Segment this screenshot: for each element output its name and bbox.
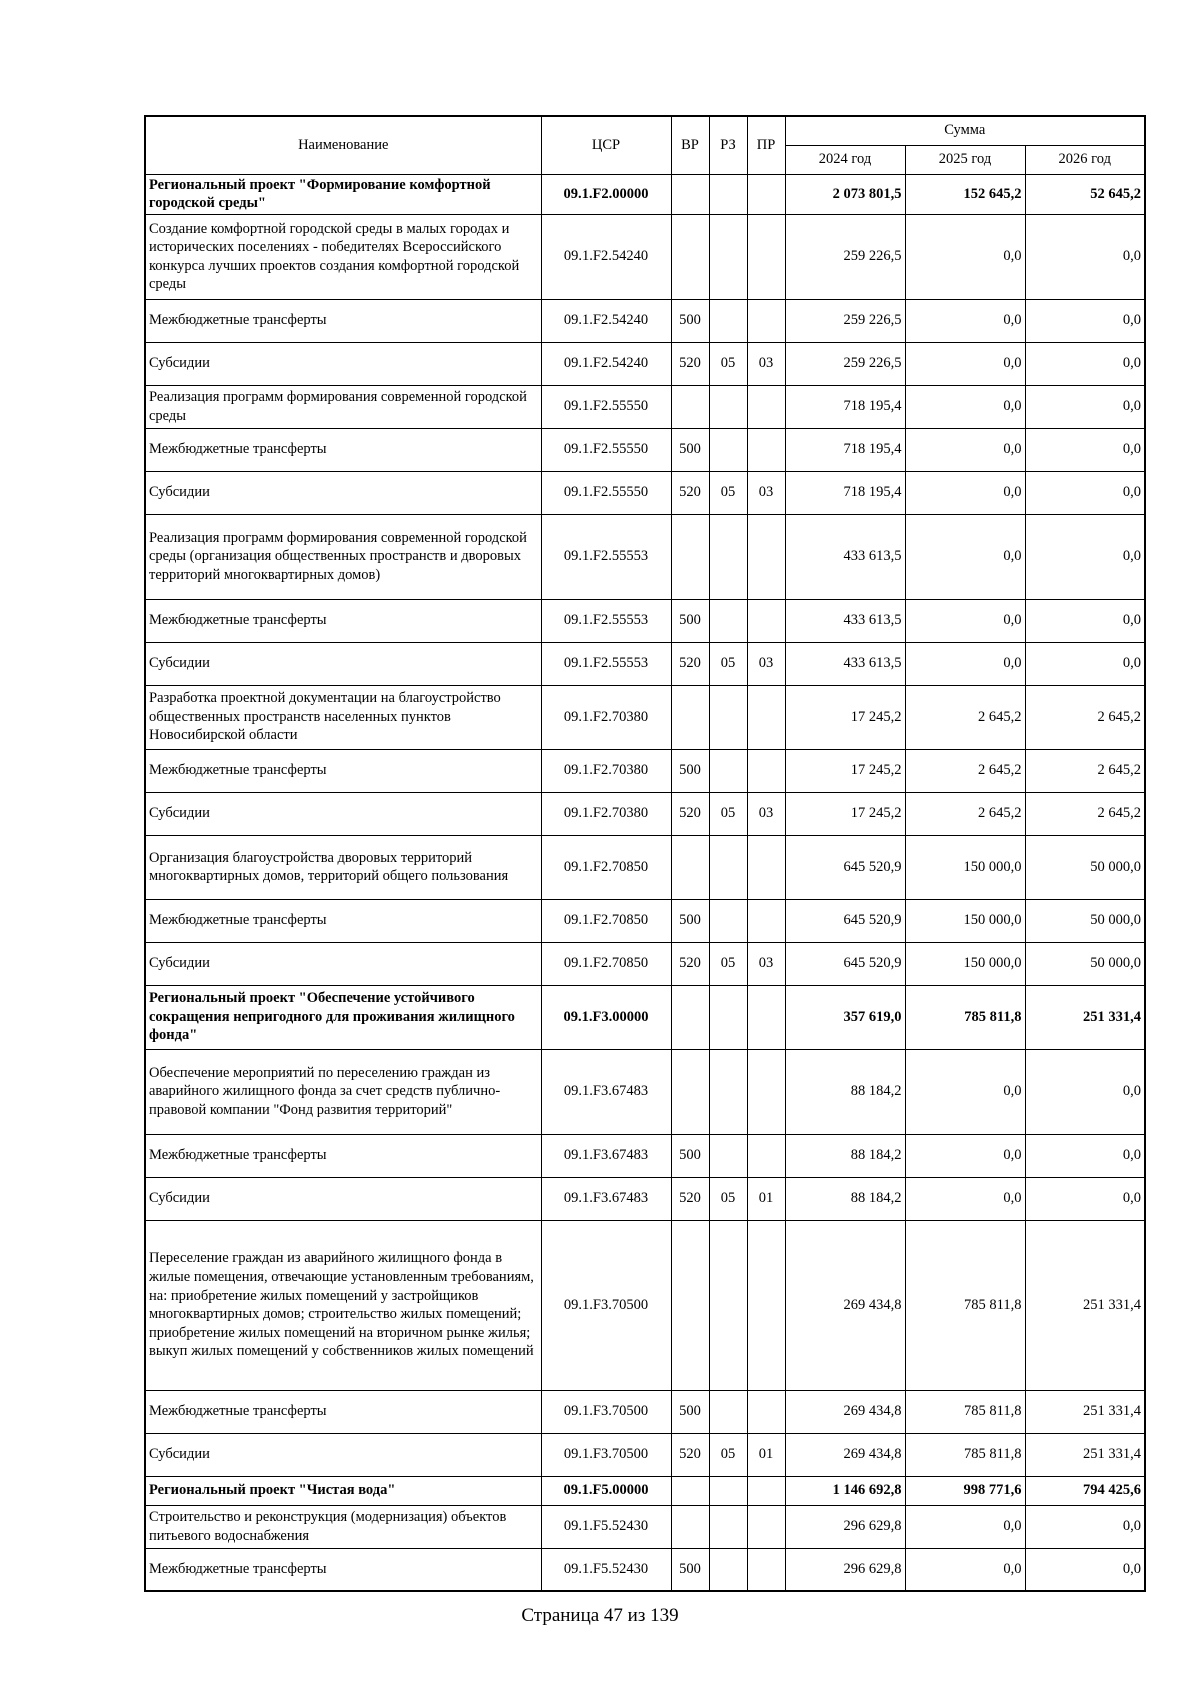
row-sum-2026: 794 425,6	[1025, 1476, 1145, 1505]
row-sum-2026: 2 645,2	[1025, 685, 1145, 749]
row-csr: 09.1.F2.54240	[541, 214, 671, 299]
row-sum-2024: 645 520,9	[785, 899, 905, 942]
row-csr: 09.1.F5.52430	[541, 1505, 671, 1548]
row-sum-2024: 88 184,2	[785, 1134, 905, 1177]
row-rz: 05	[709, 471, 747, 514]
row-sum-2026: 251 331,4	[1025, 985, 1145, 1049]
row-vr: 500	[671, 899, 709, 942]
row-sum-2025: 0,0	[905, 1548, 1025, 1591]
row-sum-2025: 2 645,2	[905, 685, 1025, 749]
row-pr	[747, 599, 785, 642]
row-name: Создание комфортной городской среды в малых городах и исторических поселениях - победителях Всероссийского конкурса лучших проектов создания комфортной городской среды	[145, 214, 541, 299]
row-rz: 05	[709, 942, 747, 985]
row-csr: 09.1.F2.70850	[541, 835, 671, 899]
row-rz	[709, 835, 747, 899]
row-sum-2024: 259 226,5	[785, 342, 905, 385]
project-row	[145, 1476, 1145, 1505]
row-name: Межбюджетные трансферты	[145, 299, 541, 342]
row-vr	[671, 835, 709, 899]
row-sum-2026: 2 645,2	[1025, 749, 1145, 792]
row-rz	[709, 1390, 747, 1433]
project-row	[145, 985, 1145, 1049]
row-rz	[709, 749, 747, 792]
row-csr: 09.1.F2.54240	[541, 342, 671, 385]
row-name: Реализация программ формирования современной городской среды (организация общественных пространств и дворовых территорий многоквартирных домов)	[145, 514, 541, 599]
row-rz	[709, 1476, 747, 1505]
row-rz	[709, 174, 747, 214]
row-csr: 09.1.F2.55553	[541, 599, 671, 642]
table-row	[145, 1177, 1145, 1220]
row-sum-2025: 785 811,8	[905, 1390, 1025, 1433]
row-csr: 09.1.F2.55550	[541, 385, 671, 428]
row-vr: 500	[671, 749, 709, 792]
row-pr	[747, 899, 785, 942]
table-row	[145, 749, 1145, 792]
row-sum-2026: 0,0	[1025, 599, 1145, 642]
row-csr: 09.1.F3.70500	[541, 1220, 671, 1390]
row-csr: 09.1.F3.00000	[541, 985, 671, 1049]
row-sum-2026: 50 000,0	[1025, 899, 1145, 942]
row-sum-2025: 150 000,0	[905, 835, 1025, 899]
row-sum-2025: 0,0	[905, 599, 1025, 642]
row-vr: 520	[671, 471, 709, 514]
row-pr	[747, 749, 785, 792]
header-vr: ВР	[671, 116, 709, 174]
row-rz: 05	[709, 1177, 747, 1220]
row-sum-2024: 433 613,5	[785, 642, 905, 685]
row-vr: 520	[671, 342, 709, 385]
row-rz	[709, 1134, 747, 1177]
row-sum-2026: 0,0	[1025, 214, 1145, 299]
row-sum-2024: 17 245,2	[785, 685, 905, 749]
row-sum-2024: 259 226,5	[785, 214, 905, 299]
row-vr: 520	[671, 792, 709, 835]
row-pr	[747, 1049, 785, 1134]
row-name: Межбюджетные трансферты	[145, 1548, 541, 1591]
row-sum-2026: 251 331,4	[1025, 1220, 1145, 1390]
row-name: Региональный проект "Обеспечение устойчивого сокращения непригодного для проживания жилищного фонда"	[145, 985, 541, 1049]
row-pr	[747, 1476, 785, 1505]
row-vr: 500	[671, 599, 709, 642]
header-sum: Сумма	[785, 116, 1145, 145]
table-row	[145, 428, 1145, 471]
row-sum-2024: 17 245,2	[785, 792, 905, 835]
row-sum-2025: 0,0	[905, 214, 1025, 299]
row-name: Субсидии	[145, 1433, 541, 1476]
table-row	[145, 1134, 1145, 1177]
row-sum-2026: 0,0	[1025, 514, 1145, 599]
header-year-2026: 2026 год	[1025, 145, 1145, 174]
row-sum-2024: 269 434,8	[785, 1390, 905, 1433]
row-vr	[671, 1220, 709, 1390]
row-csr: 09.1.F2.55550	[541, 471, 671, 514]
row-sum-2025: 0,0	[905, 1134, 1025, 1177]
row-pr: 01	[747, 1177, 785, 1220]
row-rz	[709, 428, 747, 471]
row-rz	[709, 299, 747, 342]
row-vr: 520	[671, 942, 709, 985]
row-sum-2024: 269 434,8	[785, 1433, 905, 1476]
table-row	[145, 642, 1145, 685]
budget-table	[144, 115, 1146, 1592]
row-sum-2026: 50 000,0	[1025, 835, 1145, 899]
table-row	[145, 899, 1145, 942]
row-sum-2024: 296 629,8	[785, 1548, 905, 1591]
row-sum-2025: 0,0	[905, 1049, 1025, 1134]
row-sum-2024: 2 073 801,5	[785, 174, 905, 214]
table-row	[145, 599, 1145, 642]
row-name: Региональный проект "Чистая вода"	[145, 1476, 541, 1505]
row-vr	[671, 985, 709, 1049]
table-row	[145, 942, 1145, 985]
row-sum-2024: 718 195,4	[785, 471, 905, 514]
row-csr: 09.1.F2.70380	[541, 685, 671, 749]
row-name: Переселение граждан из аварийного жилищного фонда в жилые помещения, отвечающие установленным требованиям, на: приобретение жилых помещений у застройщиков многоквартирных домов; строительство жилых помещений; приобретение жилых помещений на вторичном рынке жилья; выкуп жилых помещений у собственников жилых помещений	[145, 1220, 541, 1390]
row-rz: 05	[709, 1433, 747, 1476]
row-name: Межбюджетные трансферты	[145, 899, 541, 942]
row-csr: 09.1.F2.70380	[541, 749, 671, 792]
row-sum-2025: 0,0	[905, 299, 1025, 342]
row-vr	[671, 1505, 709, 1548]
table-row	[145, 514, 1145, 599]
row-sum-2025: 785 811,8	[905, 1433, 1025, 1476]
row-pr	[747, 428, 785, 471]
row-rz	[709, 514, 747, 599]
row-pr	[747, 214, 785, 299]
table-row	[145, 1433, 1145, 1476]
row-sum-2024: 296 629,8	[785, 1505, 905, 1548]
row-vr: 520	[671, 1433, 709, 1476]
row-csr: 09.1.F2.55553	[541, 642, 671, 685]
row-sum-2024: 433 613,5	[785, 599, 905, 642]
row-rz	[709, 985, 747, 1049]
row-name: Межбюджетные трансферты	[145, 428, 541, 471]
row-sum-2024: 88 184,2	[785, 1049, 905, 1134]
table-row	[145, 342, 1145, 385]
row-pr: 03	[747, 471, 785, 514]
table-row	[145, 1548, 1145, 1591]
row-csr: 09.1.F2.70380	[541, 792, 671, 835]
row-sum-2026: 0,0	[1025, 299, 1145, 342]
row-name: Субсидии	[145, 942, 541, 985]
table-header	[145, 116, 1145, 174]
row-pr	[747, 1505, 785, 1548]
row-pr: 03	[747, 642, 785, 685]
row-name: Межбюджетные трансферты	[145, 1390, 541, 1433]
row-sum-2025: 998 771,6	[905, 1476, 1025, 1505]
row-csr: 09.1.F3.70500	[541, 1390, 671, 1433]
row-sum-2025: 0,0	[905, 1177, 1025, 1220]
row-pr	[747, 1220, 785, 1390]
row-pr	[747, 514, 785, 599]
row-sum-2025: 0,0	[905, 385, 1025, 428]
table-row	[145, 214, 1145, 299]
row-sum-2025: 150 000,0	[905, 899, 1025, 942]
row-pr	[747, 835, 785, 899]
row-sum-2026: 0,0	[1025, 471, 1145, 514]
row-sum-2024: 718 195,4	[785, 428, 905, 471]
row-rz	[709, 599, 747, 642]
row-name: Субсидии	[145, 1177, 541, 1220]
row-vr: 500	[671, 428, 709, 471]
row-sum-2026: 0,0	[1025, 428, 1145, 471]
row-sum-2026: 0,0	[1025, 1177, 1145, 1220]
table-row	[145, 792, 1145, 835]
table-row	[145, 1220, 1145, 1390]
row-sum-2024: 718 195,4	[785, 385, 905, 428]
row-name: Субсидии	[145, 642, 541, 685]
row-vr: 500	[671, 299, 709, 342]
row-rz	[709, 1548, 747, 1591]
row-pr	[747, 1390, 785, 1433]
row-csr: 09.1.F5.52430	[541, 1548, 671, 1591]
row-pr	[747, 1548, 785, 1591]
row-name: Разработка проектной документации на благоустройство общественных пространств населенных пунктов Новосибирской области	[145, 685, 541, 749]
row-sum-2025: 2 645,2	[905, 749, 1025, 792]
header-year-2024: 2024 год	[785, 145, 905, 174]
row-sum-2025: 150 000,0	[905, 942, 1025, 985]
project-row	[145, 174, 1145, 214]
row-name: Обеспечение мероприятий по переселению граждан из аварийного жилищного фонда за счет средств публично-правовой компании "Фонд развития территорий"	[145, 1049, 541, 1134]
row-sum-2026: 0,0	[1025, 1134, 1145, 1177]
row-csr: 09.1.F3.70500	[541, 1433, 671, 1476]
row-name: Межбюджетные трансферты	[145, 1134, 541, 1177]
row-vr: 500	[671, 1390, 709, 1433]
row-pr: 03	[747, 792, 785, 835]
row-vr	[671, 685, 709, 749]
row-rz	[709, 899, 747, 942]
row-rz: 05	[709, 642, 747, 685]
row-sum-2025: 0,0	[905, 342, 1025, 385]
row-name: Организация благоустройства дворовых территорий многоквартирных домов, территорий общего пользования	[145, 835, 541, 899]
row-name: Реализация программ формирования современной городской среды	[145, 385, 541, 428]
row-sum-2026: 0,0	[1025, 385, 1145, 428]
row-sum-2026: 251 331,4	[1025, 1390, 1145, 1433]
row-sum-2024: 17 245,2	[785, 749, 905, 792]
header-rz: РЗ	[709, 116, 747, 174]
row-pr: 01	[747, 1433, 785, 1476]
row-rz: 05	[709, 792, 747, 835]
row-pr	[747, 174, 785, 214]
row-pr	[747, 1134, 785, 1177]
row-sum-2025: 785 811,8	[905, 985, 1025, 1049]
row-rz: 05	[709, 342, 747, 385]
row-name: Межбюджетные трансферты	[145, 599, 541, 642]
row-rz	[709, 1220, 747, 1390]
row-pr: 03	[747, 942, 785, 985]
row-sum-2026: 0,0	[1025, 1049, 1145, 1134]
row-csr: 09.1.F2.70850	[541, 942, 671, 985]
row-vr	[671, 1049, 709, 1134]
row-vr: 500	[671, 1548, 709, 1591]
table-row	[145, 1505, 1145, 1548]
row-sum-2024: 269 434,8	[785, 1220, 905, 1390]
row-sum-2025: 0,0	[905, 514, 1025, 599]
row-sum-2026: 0,0	[1025, 342, 1145, 385]
row-vr	[671, 1476, 709, 1505]
row-name: Региональный проект "Формирование комфортной городской среды"	[145, 174, 541, 214]
row-pr	[747, 299, 785, 342]
row-vr: 520	[671, 642, 709, 685]
header-year-2025: 2025 год	[905, 145, 1025, 174]
row-vr	[671, 214, 709, 299]
row-sum-2025: 2 645,2	[905, 792, 1025, 835]
page-number: Страница 47 из 139	[521, 1605, 679, 1626]
row-rz	[709, 685, 747, 749]
table-row	[145, 835, 1145, 899]
row-sum-2026: 0,0	[1025, 1505, 1145, 1548]
row-name: Субсидии	[145, 471, 541, 514]
row-pr: 03	[747, 342, 785, 385]
row-name: Межбюджетные трансферты	[145, 749, 541, 792]
row-sum-2024: 1 146 692,8	[785, 1476, 905, 1505]
row-csr: 09.1.F2.70850	[541, 899, 671, 942]
row-csr: 09.1.F3.67483	[541, 1177, 671, 1220]
row-sum-2026: 251 331,4	[1025, 1433, 1145, 1476]
row-name: Строительство и реконструкция (модернизация) объектов питьевого водоснабжения	[145, 1505, 541, 1548]
row-name: Субсидии	[145, 342, 541, 385]
table-row	[145, 1049, 1145, 1134]
row-sum-2024: 645 520,9	[785, 942, 905, 985]
row-csr: 09.1.F3.67483	[541, 1049, 671, 1134]
header-name: Наименование	[145, 116, 541, 174]
table-row	[145, 685, 1145, 749]
row-sum-2025: 152 645,2	[905, 174, 1025, 214]
row-rz	[709, 214, 747, 299]
row-pr	[747, 385, 785, 428]
row-pr	[747, 985, 785, 1049]
row-name: Субсидии	[145, 792, 541, 835]
row-sum-2026: 50 000,0	[1025, 942, 1145, 985]
row-vr	[671, 174, 709, 214]
table-row	[145, 385, 1145, 428]
table-body	[145, 174, 1145, 1591]
row-sum-2025: 0,0	[905, 428, 1025, 471]
header-pr: ПР	[747, 116, 785, 174]
row-vr: 520	[671, 1177, 709, 1220]
row-sum-2026: 0,0	[1025, 642, 1145, 685]
row-vr	[671, 514, 709, 599]
row-csr: 09.1.F2.00000	[541, 174, 671, 214]
row-sum-2024: 433 613,5	[785, 514, 905, 599]
row-csr: 09.1.F3.67483	[541, 1134, 671, 1177]
row-csr: 09.1.F2.55550	[541, 428, 671, 471]
row-sum-2024: 357 619,0	[785, 985, 905, 1049]
row-vr: 500	[671, 1134, 709, 1177]
header-csr: ЦСР	[541, 116, 671, 174]
row-sum-2025: 0,0	[905, 642, 1025, 685]
row-sum-2025: 785 811,8	[905, 1220, 1025, 1390]
row-csr: 09.1.F2.55553	[541, 514, 671, 599]
row-sum-2026: 2 645,2	[1025, 792, 1145, 835]
row-rz	[709, 1049, 747, 1134]
row-sum-2024: 88 184,2	[785, 1177, 905, 1220]
row-sum-2026: 0,0	[1025, 1548, 1145, 1591]
table-row	[145, 471, 1145, 514]
row-sum-2025: 0,0	[905, 471, 1025, 514]
row-pr	[747, 685, 785, 749]
row-csr: 09.1.F2.54240	[541, 299, 671, 342]
row-sum-2025: 0,0	[905, 1505, 1025, 1548]
row-vr	[671, 385, 709, 428]
row-sum-2024: 259 226,5	[785, 299, 905, 342]
table-row	[145, 299, 1145, 342]
row-sum-2026: 52 645,2	[1025, 174, 1145, 214]
table-row	[145, 1390, 1145, 1433]
row-csr: 09.1.F5.00000	[541, 1476, 671, 1505]
row-rz	[709, 1505, 747, 1548]
row-rz	[709, 385, 747, 428]
row-sum-2024: 645 520,9	[785, 835, 905, 899]
